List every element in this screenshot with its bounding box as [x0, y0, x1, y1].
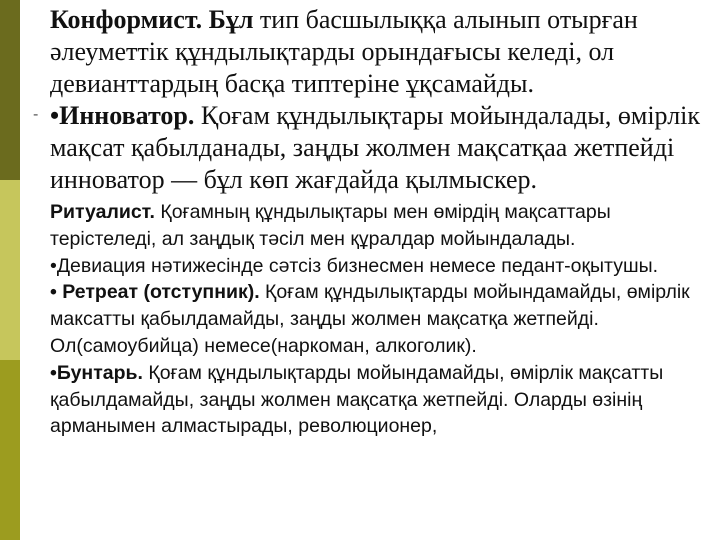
term-ritualist: Ритуалист.: [50, 201, 155, 223]
text-ritualist: Қоғамның құндылықтары мен өмірдің мақсаттары терістеледі, ал заңдық тәсіл мен құралдар мойындалады.: [50, 201, 611, 250]
paragraph-conformist: [50, 4, 714, 100]
text-retreatist: Қоғам құндылықтарды мойындамайды, өмірлік максатты қабылдамайды, заңды жолмен мақсатқа жетпейді. Ол(самоубийца) немесе(наркоман, алкоголик).: [50, 281, 690, 357]
bullet-mark: -: [33, 106, 39, 123]
paragraph-ritualist: [50, 199, 714, 253]
paragraph-retreatist: [50, 279, 714, 359]
text-deviation: •Девиация нәтижесінде сәтсіз бизнесмен немесе педант-оқытушы.: [50, 254, 659, 277]
large-text-block: [50, 4, 714, 196]
slide-body: [50, 4, 714, 440]
paragraph-innovator: [50, 100, 714, 196]
sidebar-band-olive: [0, 360, 20, 540]
sidebar-decoration: [0, 0, 20, 540]
text-rebel: Қоғам құндылықтарды мойындамайды, өмірлік мақсатты қабылдамайды, заңды жолмен мақсатқа жетпейді. Оларды өзінің арманымен алмастырады, революционер,: [50, 361, 664, 438]
sidebar-band-light: [0, 180, 20, 360]
sidebar-band-dark: [0, 0, 20, 180]
paragraph-deviation: [50, 253, 714, 280]
small-text-block: [50, 199, 714, 440]
paragraph-rebel: [50, 360, 714, 440]
term-conformist: Конформист. Бұл: [50, 5, 254, 34]
term-innovator: •Инноватор.: [50, 101, 195, 130]
text-conformist: тип басшылыққа алынып отырған әлеуметтік құндылықтарды орындағысы келеді, ол девианттардың басқа типтеріне ұқсамайды.: [50, 5, 638, 98]
term-rebel: •Бунтарь.: [50, 361, 143, 384]
text-innovator: Қоғам құндылықтары мойындалады, өмірлік мақсат қабылданады, заңды жолмен мақсатқаа жетпейді инноватор — бұл көп жағдайда қылмыскер.: [50, 101, 701, 194]
term-retreatist: • Ретреат (отступник).: [50, 281, 260, 304]
